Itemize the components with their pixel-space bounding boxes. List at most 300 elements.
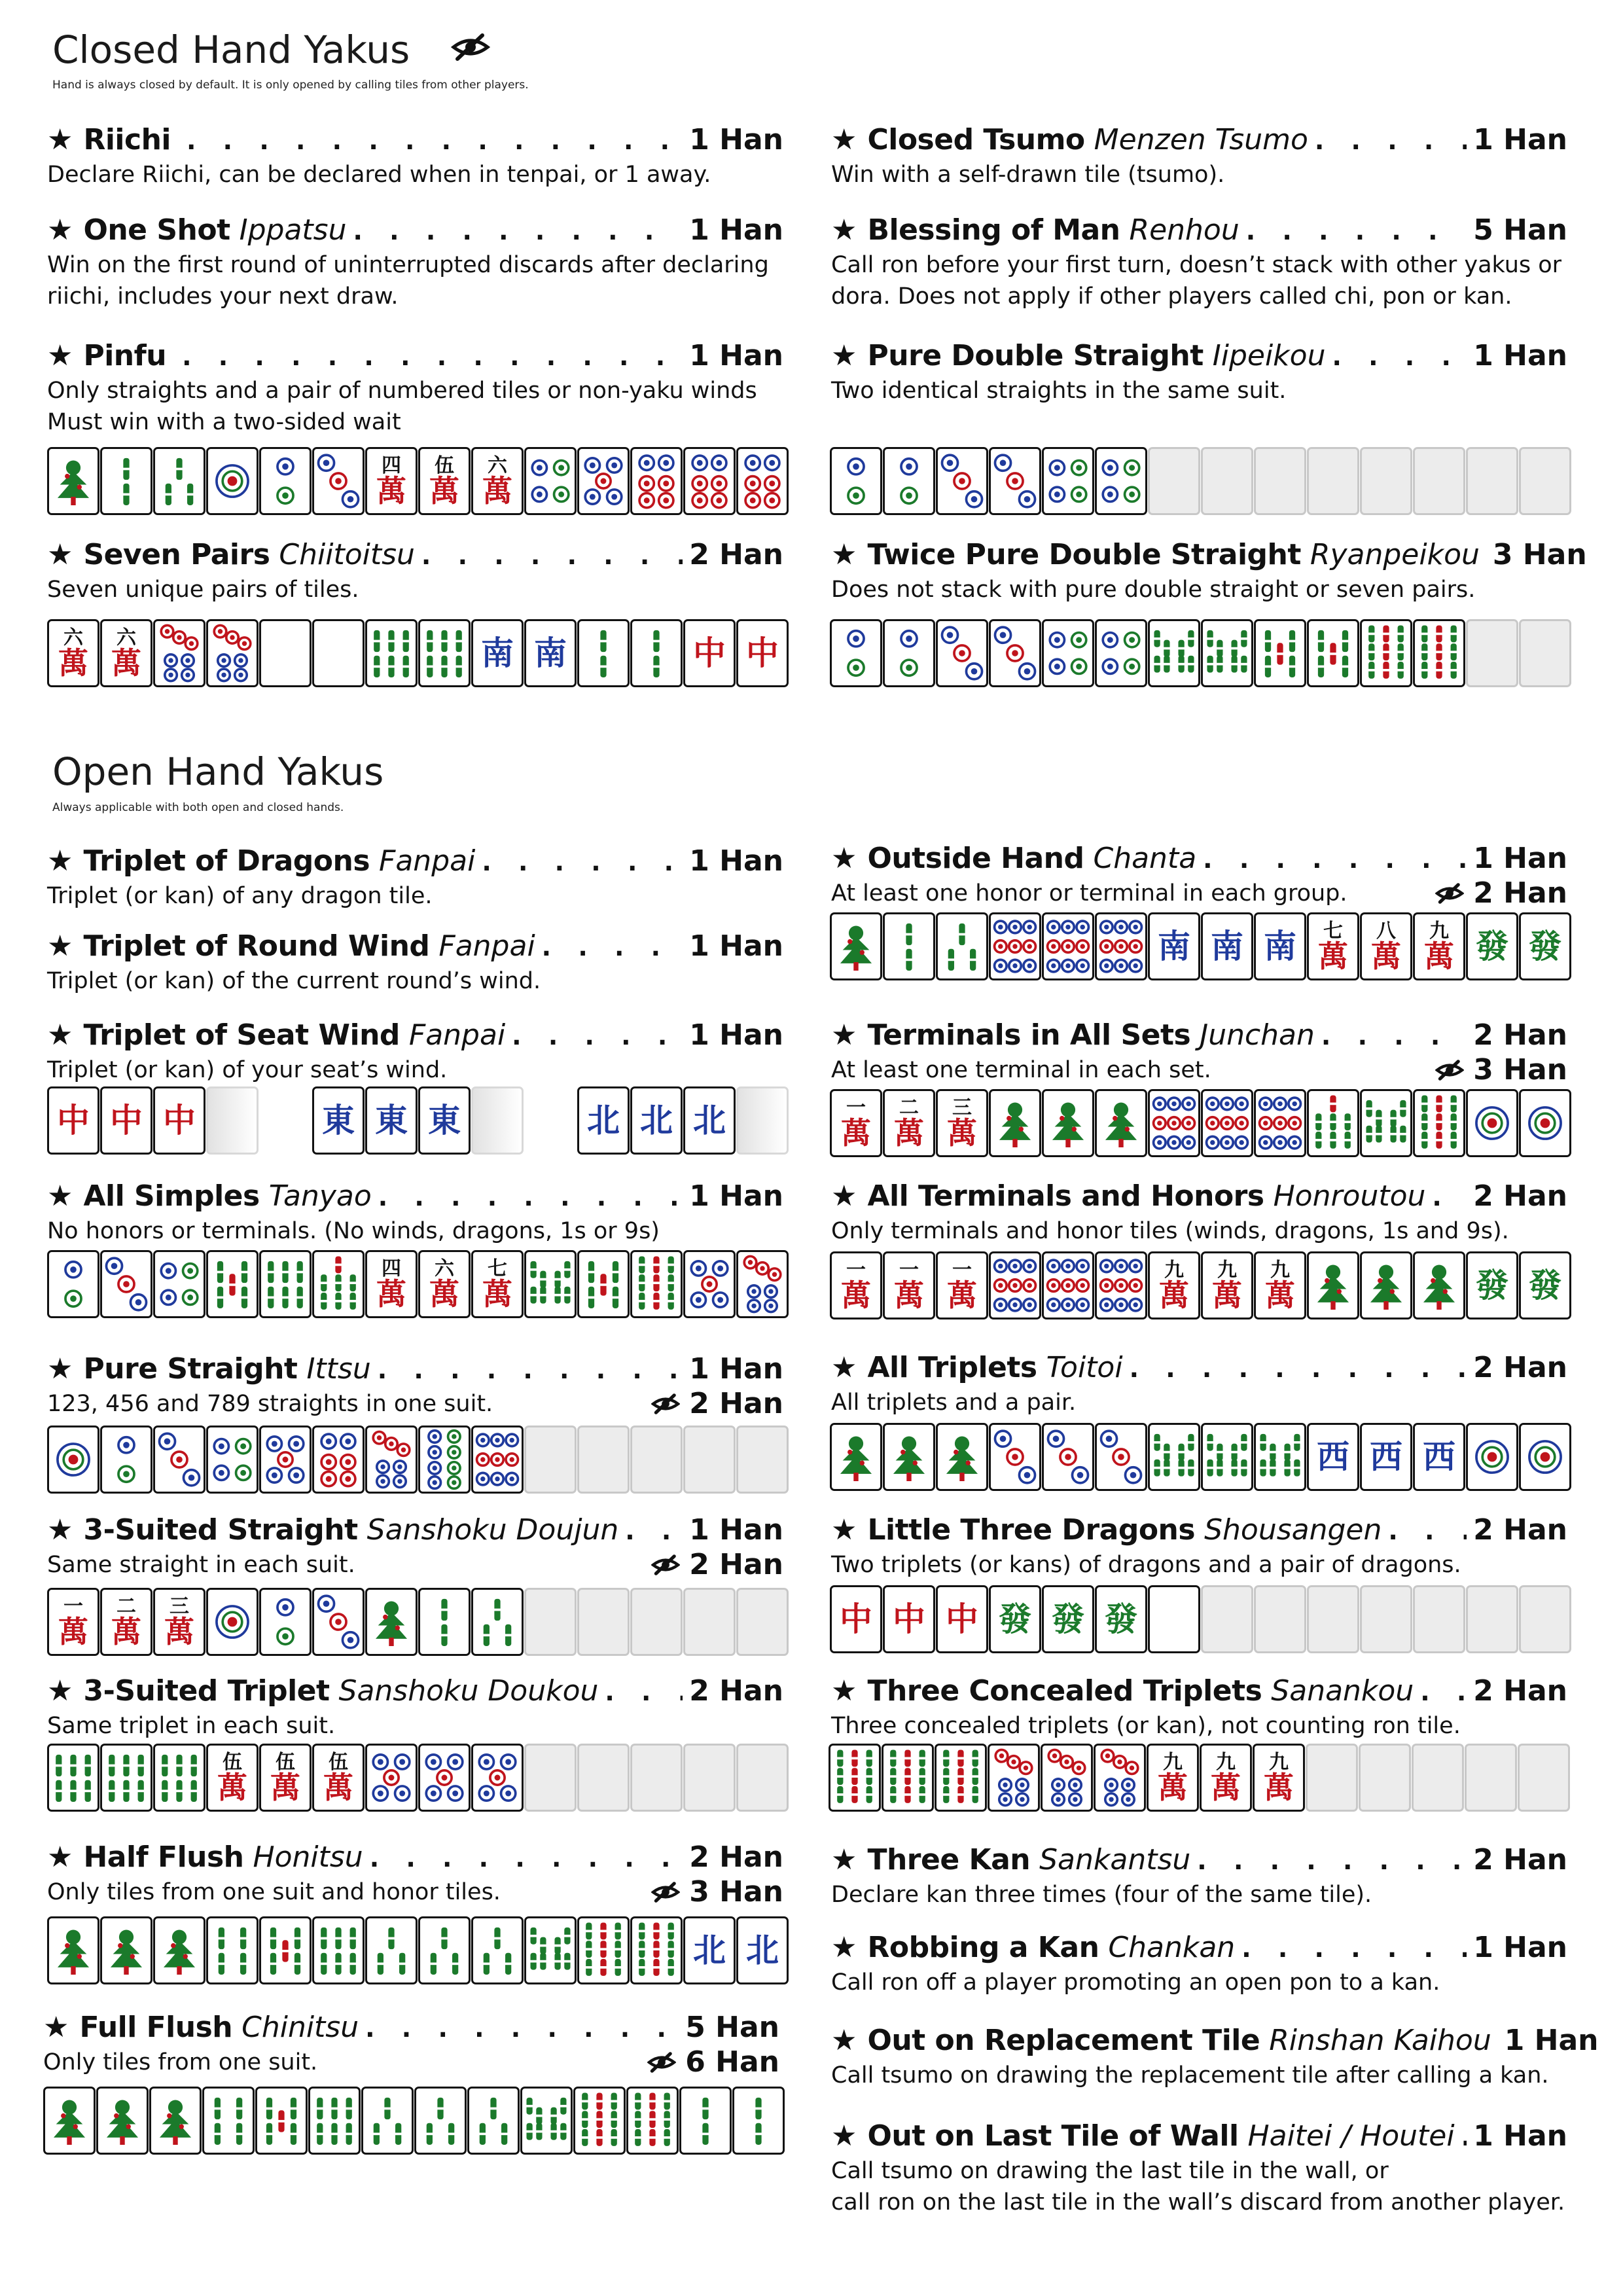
closed-han-value: 3 Han <box>651 1876 783 1908</box>
circle-6-tile <box>683 447 736 515</box>
character-7-tile: 七 萬 <box>471 1250 524 1318</box>
character-8-tile: 八 萬 <box>1360 912 1412 980</box>
bamboo-4-tile <box>202 2087 255 2155</box>
empty-tile-slot <box>630 1744 683 1812</box>
circle-4-tile <box>1042 447 1094 515</box>
tile-gap <box>524 1086 577 1155</box>
circle-5-tile <box>577 447 630 515</box>
empty-tile-slot <box>1148 447 1200 515</box>
star-icon: ★ <box>47 339 73 372</box>
character-1-tile: 一 萬 <box>936 1251 988 1319</box>
tile-row-all-terminals-and-honors <box>830 1251 1572 1319</box>
yaku-jp-name: Sankantsu <box>1039 1843 1191 1876</box>
red-dragon-tile: 中 <box>153 1086 205 1155</box>
yaku-jp-name: Shousangen <box>1204 1513 1382 1547</box>
yaku-blessing-of-man <box>831 212 1567 312</box>
yaku-name: Pure Straight <box>83 1352 298 1386</box>
empty-tile-slot <box>1413 1585 1465 1653</box>
yaku-description: Triplet (or kan) of the current round’s wind. <box>47 968 541 994</box>
circle-6-tile <box>736 447 789 515</box>
yaku-jp-name: Chankan <box>1108 1931 1236 1964</box>
star-icon: ★ <box>831 538 857 571</box>
tile-row-all-triplets <box>830 1423 1572 1491</box>
yaku-jp-name: Ryanpeikou <box>1310 538 1480 571</box>
yaku-description: Three concealed triplets (or kan), not counting ron tile. <box>831 1713 1461 1739</box>
north-wind-tile: 北 <box>577 1086 630 1155</box>
empty-tile-slot <box>1412 1744 1464 1812</box>
circle-4-tile <box>153 1250 205 1318</box>
han-value: 1 Han <box>1473 1931 1567 1964</box>
yaku-name: Full Flush <box>79 2011 233 2044</box>
yaku-terminals-in-all-sets <box>831 1017 1567 1086</box>
yaku-jp-name: Fanpai <box>379 844 476 878</box>
circle-3-tile <box>100 1250 152 1318</box>
yaku-jp-name: Chanta <box>1093 842 1197 875</box>
character-6-tile: 六 萬 <box>100 619 152 687</box>
circle-1-tile <box>1466 1089 1518 1157</box>
bamboo-5-tile <box>577 1250 630 1318</box>
empty-tile-slot <box>736 1744 789 1812</box>
closed-han-value: 2 Han <box>651 1388 783 1420</box>
circle-1-tile <box>47 1426 99 1494</box>
han-value: 2 Han <box>1473 1513 1567 1547</box>
yaku-jp-name: Chinitsu <box>241 2011 359 2044</box>
tile-row-3-suited-straight <box>47 1588 789 1656</box>
north-wind-tile: 北 <box>736 1916 789 1984</box>
yaku-name: One Shot <box>83 213 230 247</box>
han-value: 1 Han <box>689 213 783 247</box>
circle-9-tile <box>989 912 1041 980</box>
circle-3-tile <box>1042 1423 1094 1491</box>
bamboo-5-tile <box>206 1250 259 1318</box>
empty-tile-slot <box>524 1588 577 1656</box>
character-5-tile: 伍 萬 <box>259 1744 312 1812</box>
bamboo-1-tile <box>153 1916 205 1984</box>
bamboo-7-tile <box>312 1250 365 1318</box>
circle-4-tile <box>1042 619 1094 687</box>
red-dragon-tile: 中 <box>830 1585 882 1653</box>
yaku-jp-name: Sanshoku Doukou <box>338 1674 599 1708</box>
han-value: 1 Han <box>689 929 783 963</box>
bamboo-2-tile <box>883 912 935 980</box>
closed-han-value: 6 Han <box>647 2047 779 2078</box>
yaku-twice-pure-double-straight <box>831 537 1587 605</box>
north-wind-tile: 北 <box>683 1916 736 1984</box>
circle-1-tile <box>206 447 259 515</box>
bamboo-1-tile <box>883 1423 935 1491</box>
yaku-outside-hand <box>831 840 1567 909</box>
character-3-tile: 三 萬 <box>936 1089 988 1157</box>
empty-tile-slot <box>1466 1585 1518 1653</box>
character-9-tile: 九 萬 <box>1200 1744 1252 1812</box>
tile-row-terminals-in-all-sets <box>830 1089 1572 1157</box>
bamboo-6-tile <box>308 2087 361 2155</box>
faded-tile-slot <box>736 1086 789 1155</box>
bamboo-8-tile <box>1201 619 1253 687</box>
yaku-jp-name: Haitei / Houtei <box>1247 2119 1455 2153</box>
circle-6-tile <box>630 447 683 515</box>
empty-tile-slot <box>577 1588 630 1656</box>
bamboo-1-tile <box>47 1916 99 1984</box>
tile-gap <box>259 1086 312 1155</box>
eye-slash-icon <box>1435 882 1464 905</box>
west-wind-tile: 西 <box>1413 1423 1465 1491</box>
empty-tile-slot <box>736 1588 789 1656</box>
empty-tile-slot <box>524 1744 577 1812</box>
yaku-description: Call ron off a player promoting an open pon to a kan. <box>831 1969 1440 1996</box>
han-value: 2 Han <box>689 1674 783 1708</box>
empty-tile-slot <box>1518 1744 1570 1812</box>
bamboo-3-tile <box>471 1588 524 1656</box>
character-6-tile: 六 萬 <box>418 1250 471 1318</box>
yaku-name: Three Kan <box>867 1843 1031 1876</box>
bamboo-2-tile <box>732 2087 785 2155</box>
star-icon: ★ <box>831 213 857 247</box>
yaku-three-concealed-triplets <box>831 1673 1567 1742</box>
eye-slash-icon <box>651 1393 680 1415</box>
circle-4-tile <box>1095 447 1147 515</box>
green-dragon-tile: 發 <box>1466 912 1518 980</box>
circle-7-tile <box>365 1426 418 1494</box>
tile-row-three-concealed-triplets <box>829 1744 1571 1812</box>
empty-tile-slot <box>683 1426 736 1494</box>
star-icon: ★ <box>831 2024 857 2057</box>
yaku-name: Three Concealed Triplets <box>867 1674 1262 1708</box>
eye-slash-icon <box>651 1554 680 1576</box>
character-5-tile: 伍 萬 <box>312 1744 365 1812</box>
south-wind-tile: 南 <box>1148 912 1200 980</box>
star-icon: ★ <box>831 1843 857 1876</box>
tile-row-seven-pairs <box>47 619 789 687</box>
open-section-subtitle: Always applicable with both open and closed hands. <box>52 801 344 814</box>
red-dragon-tile: 中 <box>936 1585 988 1653</box>
han-value: 5 Han <box>1473 213 1567 247</box>
character-4-tile: 四 萬 <box>365 1250 418 1318</box>
circle-4-tile <box>524 447 577 515</box>
tile-row-pinfu <box>47 447 789 515</box>
bamboo-9-tile <box>630 1916 683 1984</box>
yaku-description: 123, 456 and 789 straights in one suit. <box>47 1391 493 1417</box>
circle-2-tile <box>830 619 882 687</box>
yaku-name: Little Three Dragons <box>867 1513 1196 1547</box>
bamboo-2-tile <box>418 1588 471 1656</box>
tile-row-pure-double-straight <box>830 447 1572 515</box>
circle-7-tile <box>988 1744 1040 1812</box>
han-value: 1 Han <box>1473 339 1567 372</box>
star-icon: ★ <box>47 123 73 156</box>
circle-2-tile <box>830 447 882 515</box>
yaku-three-kan <box>831 1842 1567 1910</box>
circle-3-tile <box>1095 1423 1147 1491</box>
yaku-name: 3-Suited Triplet <box>83 1674 330 1708</box>
star-icon: ★ <box>831 1674 857 1708</box>
empty-tile-slot <box>1201 1585 1253 1653</box>
closed-section-title: Closed Hand Yakus <box>52 27 490 75</box>
empty-tile-slot <box>524 1426 577 1494</box>
yaku-3-suited-straight <box>47 1512 783 1581</box>
north-wind-tile: 北 <box>683 1086 736 1155</box>
yaku-name: Blessing of Man <box>867 213 1120 247</box>
bamboo-8-tile <box>524 1250 577 1318</box>
han-value: 1 Han <box>689 1018 783 1052</box>
empty-tile-slot <box>1466 447 1518 515</box>
south-wind-tile: 南 <box>1254 912 1306 980</box>
han-value: 3 Han <box>1492 538 1587 571</box>
faded-tile-slot <box>471 1086 524 1155</box>
yaku-description: Same triplet in each suit. <box>47 1713 336 1739</box>
character-1-tile: 一 萬 <box>830 1089 882 1157</box>
character-5-tile: 伍 萬 <box>206 1744 259 1812</box>
star-icon: ★ <box>47 929 73 963</box>
bamboo-5-tile <box>1307 619 1359 687</box>
yaku-name: Triplet of Round Wind <box>83 929 430 963</box>
tile-row-pure-straight <box>47 1426 789 1494</box>
green-dragon-tile: 發 <box>1519 1251 1571 1319</box>
yaku-jp-name: Iipeikou <box>1212 339 1326 372</box>
circle-7-tile <box>736 1250 789 1318</box>
circle-9-tile <box>1201 1089 1253 1157</box>
yaku-description: Two triplets (or kans) of dragons and a pair of dragons. <box>831 1552 1461 1578</box>
character-6-tile: 六 萬 <box>471 447 524 515</box>
yaku-description: Win on the first round of uninterrupted discards after declaring riichi, includes your next draw. <box>47 252 769 310</box>
star-icon: ★ <box>47 213 73 247</box>
empty-tile-slot <box>630 1588 683 1656</box>
yaku-description: Only straights and a pair of numbered tiles or non-yaku winds Must win with a two-sided wait <box>47 378 757 435</box>
bamboo-3-tile <box>418 1916 471 1984</box>
star-icon: ★ <box>47 538 73 571</box>
circle-2-tile <box>47 1250 99 1318</box>
yaku-all-terminals-and-honors <box>831 1178 1567 1247</box>
yaku-full-flush <box>43 2009 779 2078</box>
bamboo-1-tile <box>1042 1089 1094 1157</box>
han-value: 1 Han <box>689 844 783 878</box>
empty-tile-slot <box>1519 447 1571 515</box>
bamboo-5-tile <box>259 1916 312 1984</box>
bamboo-8-tile <box>1148 1423 1200 1491</box>
yaku-description: Two identical straights in the same suit. <box>831 378 1287 404</box>
west-wind-tile: 西 <box>1307 1423 1359 1491</box>
yaku-description: Declare kan three times (four of the same tile). <box>831 1882 1372 1908</box>
yaku-description: Call tsumo on drawing the last tile in the wall, or call ron on the last tile in the wall’s discard from another player. <box>831 2158 1565 2215</box>
yaku-description: At least one honor or terminal in each group. <box>831 880 1347 906</box>
white-dragon-tile <box>1148 1585 1200 1653</box>
yaku-name: Pinfu <box>83 339 167 372</box>
han-value: 2 Han <box>1473 1351 1567 1384</box>
open-section-title: Open Hand Yakus <box>52 749 384 794</box>
yaku-name: Triplet of Dragons <box>83 844 370 878</box>
faded-tile-slot <box>206 1086 259 1155</box>
yaku-jp-name: Sanankou <box>1271 1674 1414 1708</box>
yaku-name: Triplet of Seat Wind <box>83 1018 400 1052</box>
star-icon: ★ <box>47 1674 73 1708</box>
yaku-name: Half Flush <box>83 1840 244 1874</box>
bamboo-9-tile <box>1413 1089 1465 1157</box>
bamboo-6-tile <box>418 619 471 687</box>
yaku-closed-tsumo <box>831 122 1567 190</box>
yaku-half-flush <box>47 1839 783 1908</box>
bamboo-1-tile <box>96 2087 149 2155</box>
han-value: 2 Han <box>689 538 783 571</box>
character-1-tile: 一 萬 <box>830 1251 882 1319</box>
tile-row-little-three-dragons <box>830 1585 1572 1653</box>
character-9-tile: 九 萬 <box>1147 1744 1199 1812</box>
bamboo-1-tile <box>1307 1251 1359 1319</box>
green-dragon-tile: 發 <box>1519 912 1571 980</box>
yaku-name: Outside Hand <box>867 842 1084 875</box>
circle-1-tile <box>1466 1423 1518 1491</box>
bamboo-8-tile <box>1254 1423 1306 1491</box>
bamboo-2-tile <box>100 447 152 515</box>
circle-8-tile <box>418 1426 471 1494</box>
circle-7-tile <box>1041 1744 1093 1812</box>
east-wind-tile: 東 <box>418 1086 471 1155</box>
star-icon: ★ <box>47 1018 73 1052</box>
star-icon: ★ <box>47 1352 73 1386</box>
han-value: 1 Han <box>1473 2119 1567 2153</box>
north-wind-tile: 北 <box>630 1086 683 1155</box>
yaku-name: Out on Last Tile of Wall <box>867 2119 1239 2153</box>
yaku-description: Only tiles from one suit and honor tiles. <box>47 1879 501 1905</box>
circle-5-tile <box>471 1744 524 1812</box>
circle-9-tile <box>1095 912 1147 980</box>
bamboo-5-tile <box>255 2087 308 2155</box>
bamboo-6-tile <box>153 1744 205 1812</box>
circle-7-tile <box>1094 1744 1146 1812</box>
circle-9-tile <box>1042 912 1094 980</box>
circle-6-tile <box>312 1426 365 1494</box>
bamboo-1-tile <box>989 1089 1041 1157</box>
circle-7-tile <box>153 619 205 687</box>
east-wind-tile: 東 <box>365 1086 418 1155</box>
yaku-description: Win with a self-drawn tile (tsumo). <box>831 162 1225 188</box>
empty-tile-slot <box>1466 619 1518 687</box>
circle-3-tile <box>153 1426 205 1494</box>
empty-tile-slot <box>1359 1744 1411 1812</box>
yaku-description: Only terminals and honor tiles (winds, dragons, 1s and 9s). <box>831 1218 1509 1244</box>
star-icon: ★ <box>47 844 73 878</box>
red-dragon-tile: 中 <box>47 1086 99 1155</box>
character-6-tile: 六 萬 <box>47 619 99 687</box>
yaku-description: All triplets and a pair. <box>831 1390 1077 1416</box>
closed-han-value: 2 Han <box>651 1549 783 1581</box>
yaku-jp-name: Junchan <box>1200 1018 1315 1052</box>
bamboo-1-tile <box>1360 1251 1412 1319</box>
bamboo-1-tile <box>1095 1089 1147 1157</box>
bamboo-9-tile <box>882 1744 934 1812</box>
character-9-tile: 九 萬 <box>1254 1251 1306 1319</box>
character-2-tile: 二 萬 <box>100 1588 152 1656</box>
circle-5-tile <box>365 1744 418 1812</box>
empty-tile-slot <box>1201 447 1253 515</box>
empty-tile-slot <box>683 1588 736 1656</box>
character-9-tile: 九 萬 <box>1201 1251 1253 1319</box>
bamboo-1-tile <box>936 1423 988 1491</box>
circle-5-tile <box>683 1250 736 1318</box>
bamboo-6-tile <box>100 1744 152 1812</box>
red-dragon-tile: 中 <box>100 1086 152 1155</box>
green-dragon-tile: 發 <box>1095 1585 1147 1653</box>
empty-tile-slot <box>630 1426 683 1494</box>
circle-7-tile <box>206 619 259 687</box>
yaku-all-triplets <box>831 1350 1567 1418</box>
bamboo-2-tile <box>679 2087 732 2155</box>
circle-9-tile <box>1042 1251 1094 1319</box>
circle-2-tile <box>259 1588 312 1656</box>
bamboo-1-tile <box>365 1588 418 1656</box>
star-icon: ★ <box>831 1351 857 1384</box>
yaku-jp-name: Chiitoitsu <box>279 538 415 571</box>
empty-tile-slot <box>1413 447 1465 515</box>
han-value: 2 Han <box>1473 1179 1567 1213</box>
empty-tile-slot <box>1519 619 1571 687</box>
yaku-jp-name: Renhou <box>1129 213 1240 247</box>
empty-tile-slot <box>577 1744 630 1812</box>
han-value: 1 Han <box>689 123 783 156</box>
eye-slash-icon <box>647 2051 676 2073</box>
bamboo-1-tile <box>1413 1251 1465 1319</box>
tile-row-twice-pure-double-straight <box>830 619 1572 687</box>
han-value: 1 Han <box>1504 2024 1599 2057</box>
bamboo-4-tile <box>206 1916 259 1984</box>
yaku-pure-double-straight <box>831 338 1567 406</box>
bamboo-3-tile <box>467 2087 520 2155</box>
bamboo-6-tile <box>365 619 418 687</box>
yaku-jp-name: Fanpai <box>438 929 535 963</box>
yaku-name: All Terminals and Honors <box>867 1179 1264 1213</box>
han-value: 1 Han <box>689 1179 783 1213</box>
circle-3-tile <box>989 619 1041 687</box>
yaku-jp-name: Ippatsu <box>239 213 347 247</box>
character-2-tile: 二 萬 <box>883 1089 935 1157</box>
yaku-pinfu <box>47 338 783 438</box>
bamboo-9-tile <box>1413 619 1465 687</box>
han-value: 1 Han <box>1473 842 1567 875</box>
eye-slash-icon <box>451 26 490 71</box>
bamboo-3-tile <box>153 447 205 515</box>
empty-tile-slot <box>1254 1585 1306 1653</box>
red-dragon-tile: 中 <box>683 619 736 687</box>
bamboo-3-tile <box>361 2087 414 2155</box>
east-wind-tile: 東 <box>312 1086 365 1155</box>
empty-tile-slot <box>1306 1744 1358 1812</box>
han-value: 1 Han <box>689 1513 783 1547</box>
yaku-description: Does not stack with pure double straight or seven pairs. <box>831 577 1476 603</box>
star-icon: ★ <box>831 1513 857 1547</box>
star-icon: ★ <box>831 1179 857 1213</box>
star-icon: ★ <box>831 2119 857 2153</box>
character-7-tile: 七 萬 <box>1307 912 1359 980</box>
empty-tile-slot <box>1465 1744 1517 1812</box>
bamboo-1-tile <box>47 447 99 515</box>
character-4-tile: 四 萬 <box>365 447 418 515</box>
tile-row-half-flush <box>47 1916 789 1984</box>
red-dragon-tile: 中 <box>736 619 789 687</box>
bamboo-1-tile <box>149 2087 202 2155</box>
bamboo-9-tile <box>573 2087 626 2155</box>
empty-tile-slot <box>1254 447 1306 515</box>
yaku-name: Seven Pairs <box>83 538 270 571</box>
circle-5-tile <box>418 1744 471 1812</box>
bamboo-3-tile <box>471 1916 524 1984</box>
star-icon: ★ <box>831 123 857 156</box>
yaku-description: Triplet (or kan) of any dragon tile. <box>47 883 433 909</box>
yaku-name: All Simples <box>83 1179 260 1213</box>
bamboo-2-tile <box>630 619 683 687</box>
yaku-jp-name: Honroutou <box>1273 1179 1426 1213</box>
yaku-jp-name: Rinshan Kaihou <box>1269 2024 1491 2057</box>
star-icon: ★ <box>831 1018 857 1052</box>
circle-2-tile <box>100 1426 152 1494</box>
